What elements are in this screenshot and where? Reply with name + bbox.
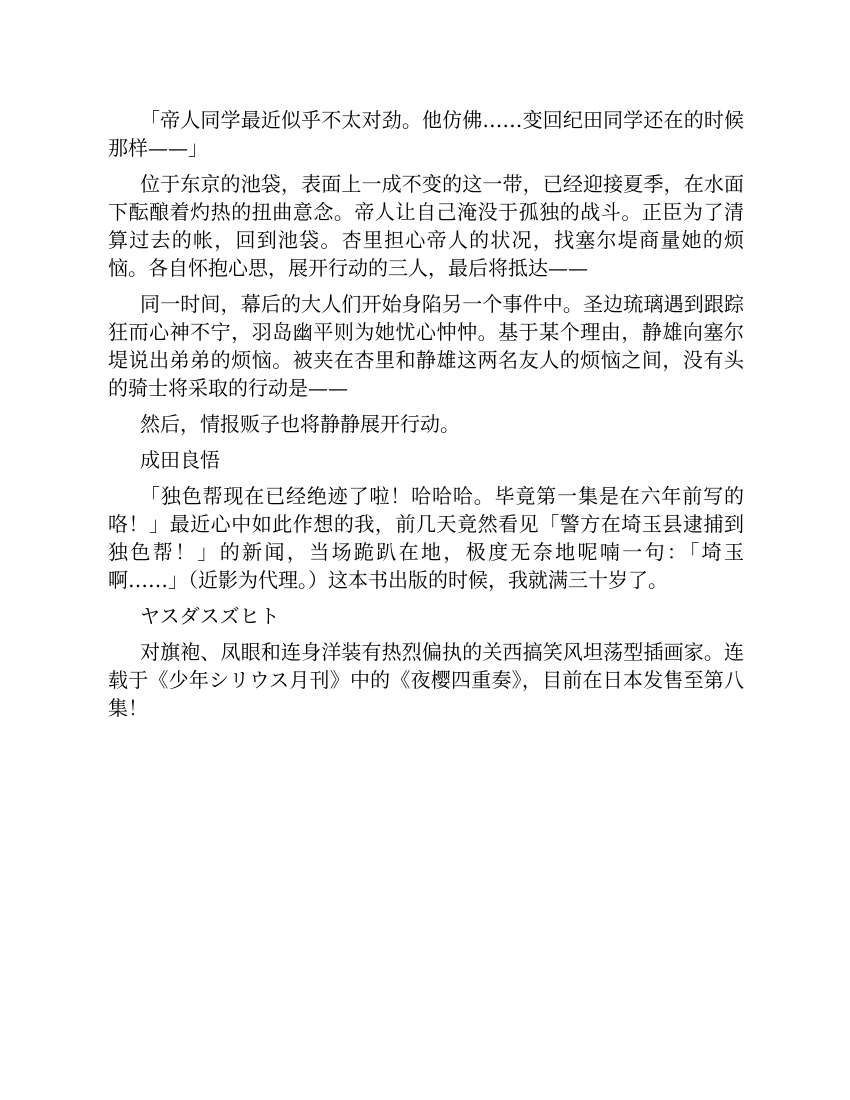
document-page — [108, 106, 744, 730]
synopsis-quote: 「帝人同学最近似乎不太对劲。他仿佛……变回纪田同学还在的时候那样——」 — [108, 108, 744, 160]
author-bio: 「独色帮现在已经绝迹了啦！哈哈哈。毕竟第一集是在六年前写的咯！」最近心中如此作想的我，前几天竟然看见「警方在埼玉县逮捕到独色帮！」的新闻，当场跪趴在地，极度无奈地呢喃一句：「埼玉啊……」（近影为代理。）这本书出版的时候，我就满三十岁了。 — [108, 484, 744, 592]
illustrator-bio: 对旗袍、凤眼和连身洋装有热烈偏执的关西搞笑风坦荡型插画家。连载于《少年シリウス月刊》中的《夜樱四重奏》，目前在日本发售至第八集！ — [108, 640, 744, 720]
illustrator-name: ヤスダスズヒト — [140, 604, 280, 628]
synopsis-paragraph-3: 然后，情报贩子也将静静展开行动。 — [140, 412, 460, 436]
synopsis-paragraph-1: 位于东京的池袋，表面上一成不变的这一带，已经迎接夏季，在水面下酝酿着灼热的扭曲意念。帝人让自己淹没于孤独的战斗。正臣为了清算过去的帐，回到池袋。杏里担心帝人的状况，找塞尔堤商量她的烦恼。各自怀抱心思，展开行动的三人，最后将抵达—— — [108, 172, 744, 280]
author-name: 成田良悟 — [140, 448, 220, 472]
synopsis-paragraph-2: 同一时间，幕后的大人们开始身陷另一个事件中。圣边琉璃遇到跟踪狂而心神不宁，羽岛幽平则为她忧心忡忡。基于某个理由，静雄向塞尔堤说出弟弟的烦恼。被夹在杏里和静雄这两名友人的烦恼之间，没有头的骑士将采取的行动是—— — [108, 292, 744, 400]
